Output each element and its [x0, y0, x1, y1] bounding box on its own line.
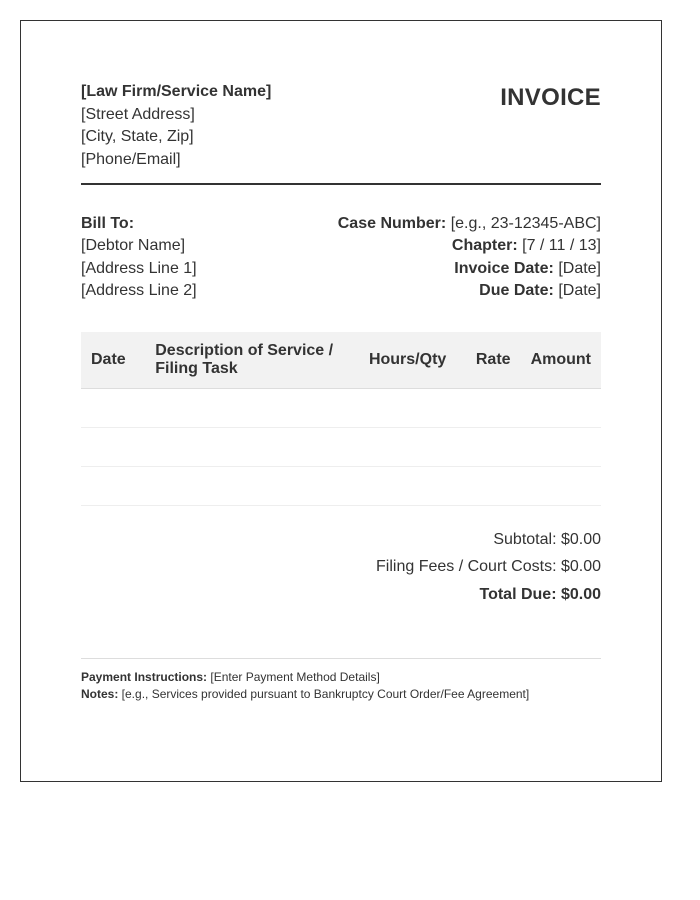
notes: [81, 686, 601, 703]
firm-info: [81, 81, 271, 171]
invoice-title: INVOICE: [500, 84, 601, 111]
table-header-row: [81, 332, 601, 388]
cell-amount: [521, 466, 601, 505]
invoice-date-value: [Date]: [558, 259, 601, 277]
cell-date: [81, 427, 145, 466]
table-row: [81, 388, 601, 427]
case-number-label: Case Number:: [337, 215, 447, 232]
invoice-date-label: Invoice Date:: [454, 259, 554, 277]
cell-rate: [456, 466, 520, 505]
subtotal: Subtotal: $0.00: [493, 530, 601, 548]
cell-hours: [359, 427, 456, 466]
invoice-header: [81, 81, 601, 185]
cell-date: [81, 388, 145, 427]
case-number-row: [338, 213, 601, 235]
total-due: Total Due: $0.00: [479, 585, 601, 603]
col-header-rate: Rate: [456, 332, 520, 388]
due-date-value: [Date]: [558, 281, 601, 299]
bill-to-label: Bill To:: [81, 215, 135, 232]
firm-city: [City, State, Zip]: [81, 128, 194, 145]
chapter-value: [7 / 11 / 13]: [522, 237, 601, 255]
invoice-date-row: [338, 258, 601, 280]
cell-hours: [359, 388, 456, 427]
firm-contact: [Phone/Email]: [81, 150, 181, 168]
cell-description: [145, 388, 359, 427]
payment-instructions: [81, 669, 601, 686]
debtor-address-1: [Address Line 1]: [81, 259, 197, 277]
due-date-label: Due Date:: [479, 281, 554, 299]
filing-fees: Filing Fees / Court Costs: $0.00: [376, 558, 601, 576]
case-number-value: [e.g., 23-12345-ABC]: [450, 215, 601, 232]
col-header-date: Date: [81, 332, 145, 388]
cell-rate: [456, 427, 520, 466]
invoice-meta: [81, 213, 601, 302]
due-date-row: [338, 280, 601, 302]
notes-label: Notes:: [81, 687, 119, 702]
col-header-hours: Hours/Qty: [359, 332, 456, 388]
invoice-footer: [81, 658, 601, 703]
cell-amount: [521, 427, 601, 466]
notes-value: [e.g., Services provided pursuant to Bankruptcy Court Order/Fee Agreement]: [118, 687, 530, 702]
col-header-description-line2: Filing Task: [155, 359, 238, 377]
cell-description: [145, 466, 359, 505]
invoice-content: [81, 81, 601, 703]
col-header-description-line1: Description of Service /: [155, 341, 334, 359]
table-row: [81, 427, 601, 466]
payment-instructions-label: Payment Instructions:: [81, 670, 208, 685]
table-row: [81, 466, 601, 505]
firm-street: [Street Address]: [81, 105, 195, 123]
cell-rate: [456, 388, 520, 427]
line-items-table: [81, 332, 601, 506]
firm-name: [Law Firm/Service Name]: [81, 83, 272, 100]
cell-description: [145, 427, 359, 466]
chapter-label: Chapter:: [451, 237, 518, 255]
case-info-block: [338, 213, 601, 302]
debtor-name: [Debtor Name]: [81, 237, 186, 255]
totals-block: [81, 526, 601, 609]
cell-date: [81, 466, 145, 505]
chapter-row: [338, 235, 601, 257]
bill-to-block: [81, 213, 197, 302]
payment-instructions-value: [Enter Payment Method Details]: [207, 670, 380, 685]
debtor-address-2: [Address Line 2]: [81, 281, 197, 299]
col-header-amount: Amount: [521, 332, 601, 388]
invoice-page: [20, 20, 662, 782]
col-header-description: [145, 332, 359, 388]
cell-hours: [359, 466, 456, 505]
cell-amount: [521, 388, 601, 427]
